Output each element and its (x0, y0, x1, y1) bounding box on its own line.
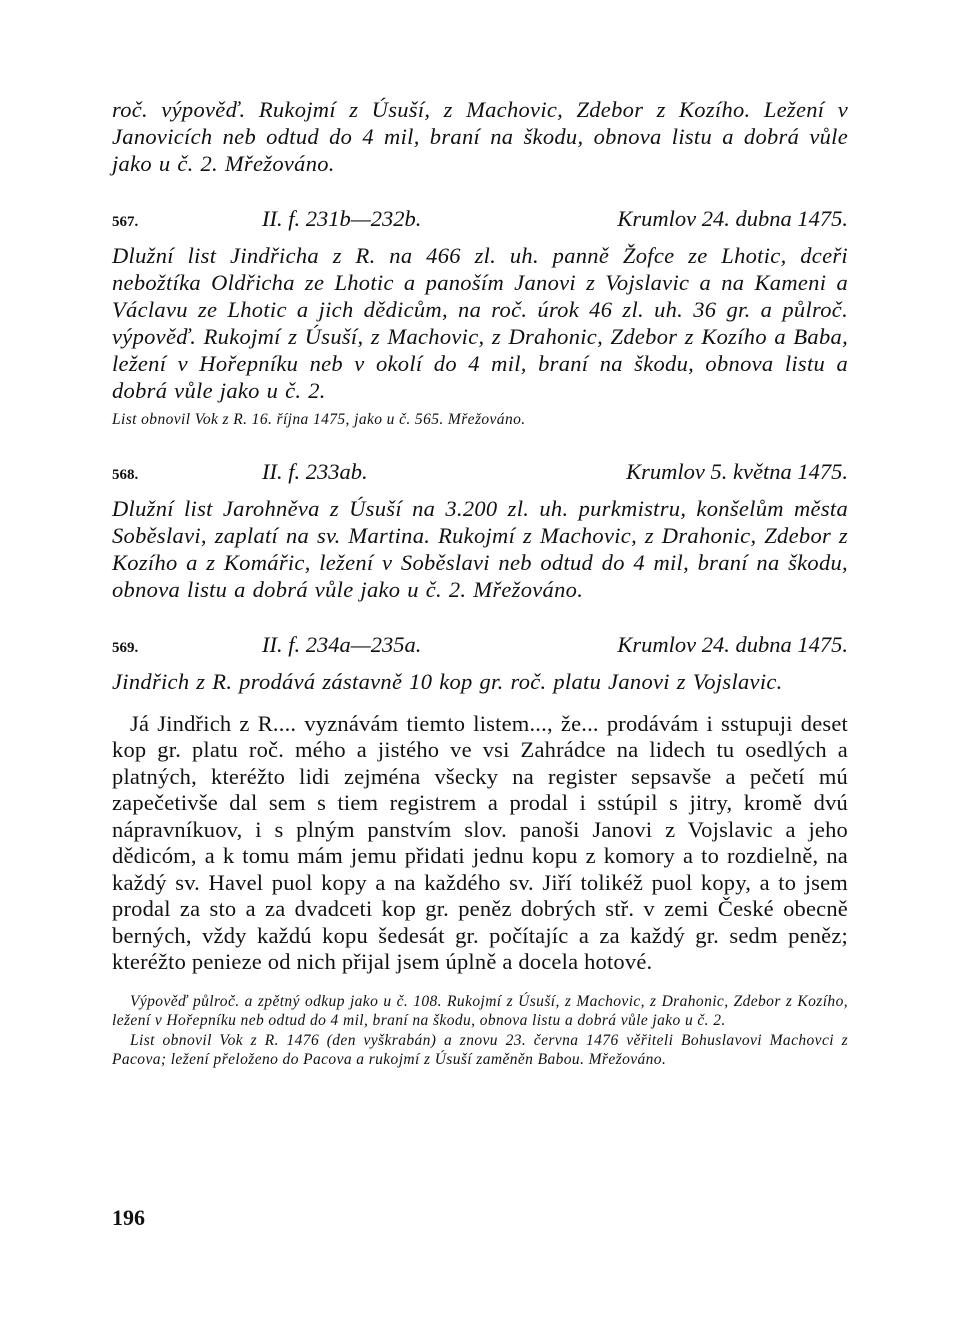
entry-summary: Dlužní list Jindřicha z R. na 466 zl. uh. panně Žofce ze Lhotic, dceři nebožtíka Oldřicha ze Lhotic a panoším Janovi z Vojslavic a na Kameni a Václavu ze Lhotic a jich dědicům, na roč. úrok 46 zl. uh. 36 gr. a půlroč. výpověď. Rukojmí z Úsuší, z Machovic, z Drahonic, Zdebor z Kozího a Baba, ležení v Hořepníku neb v okolí do 4 mil, braní na škodu, obnova listu a dobrá vůle jako u č. 2. (112, 243, 848, 403)
entry-note: Výpověď půlroč. a zpětný odkup jako u č. 108. Rukojmí z Úsuší, z Machovic, z Drahonic, Zdebor z Kozího, ležení v Hořepníku neb odtud do 4 mil, braní na škodu, obnova listu a dobrá vůle jako u č. 2. (112, 992, 848, 1029)
entry-place-date: Krumlov 24. dubna 1475. (617, 206, 848, 231)
intro-paragraph: roč. výpověď. Rukojmí z Úsuší, z Machovic, Zdebor z Kozího. Ležení v Janovicích neb odtud do 4 mil, braní na škodu, obnova listu a dobrá vůle jako u č. 2. Mřežováno. (112, 97, 848, 176)
entry-number: 567. (112, 214, 139, 230)
entry-folio: II. f. 231b—232b. (262, 206, 422, 231)
entry-number: 568. (112, 466, 139, 483)
entry-header (112, 631, 848, 662)
entry-folio: II. f. 233ab. (262, 458, 368, 484)
entry-folio: II. f. 234a—235a. (262, 631, 422, 657)
entry-note: List obnovil Vok z R. 16. října 1475, jako u č. 565. Mřežováno. (112, 411, 526, 428)
entry-body-text: Já Jindřich z R.... vyznávám tiemto listem..., že... prodávám i sstupuji deset kop gr. platu roč. mého a jistého ve vsi Zahrádce na lidech tu osedlých a platných, kteréžto lidi zejména všecky na register sepsavše a pečetí mú zapečetivše dal sem s tiem registrem a prodal i sstúpil s jitry, kromě dvú nápravníkuov, i s plným panstvím slov. panoši Janovi z Vojslavic a jeho dědicóm, a k tomu mám jemu přidati jednu kopu z komory a to rozdielně, na každý sv. Havel puol kopy a na každého sv. Jiří tolikéž puol kopy, a to jsem prodal za sto a za dvadceti kop gr. peněz dobrých stř. v zemi České obecně berných, vždy každú kopu šedesát gr. počítajíc a za každý gr. sedm peněz; kteréžto penieze od nich přijal jsem úplně a docela hotové. (112, 710, 848, 974)
entry-place-date: Krumlov 5. května 1475. (626, 458, 848, 484)
entry-569 (112, 631, 848, 1070)
entry-note: List obnovil Vok z R. 1476 (den vyškrabán) a znovu 23. června 1476 věřiteli Bohuslavovi Machovci z Pacova; ležení přeloženo do Pacova a rukojmí z Úsuší zaměněn Babou. Mřežováno. (112, 1031, 848, 1068)
entry-header (112, 458, 848, 489)
page-number: 196 (112, 1205, 145, 1230)
entry-place-date: Krumlov 24. dubna 1475. (617, 631, 848, 657)
entry-567 (112, 205, 848, 430)
entry-568 (112, 458, 848, 603)
entry-summary: Dlužní list Jarohněva z Úsuší na 3.200 zl. uh. purkmistru, konšelům města Soběslavi, zaplatí na sv. Martina. Rukojmí z Machovic, z Drahonic, Zdebor z Kozího a z Komářic, ležení v Soběslavi neb odtud do 4 mil, braní na škodu, obnova listu a dobrá vůle jako u č. 2. Mřežováno. (112, 495, 848, 602)
entry-number: 569. (112, 639, 139, 656)
entry-header (112, 205, 848, 236)
entry-summary: Jindřich z R. prodává zástavně 10 kop gr. roč. platu Janovi z Vojslavic. (112, 668, 783, 694)
